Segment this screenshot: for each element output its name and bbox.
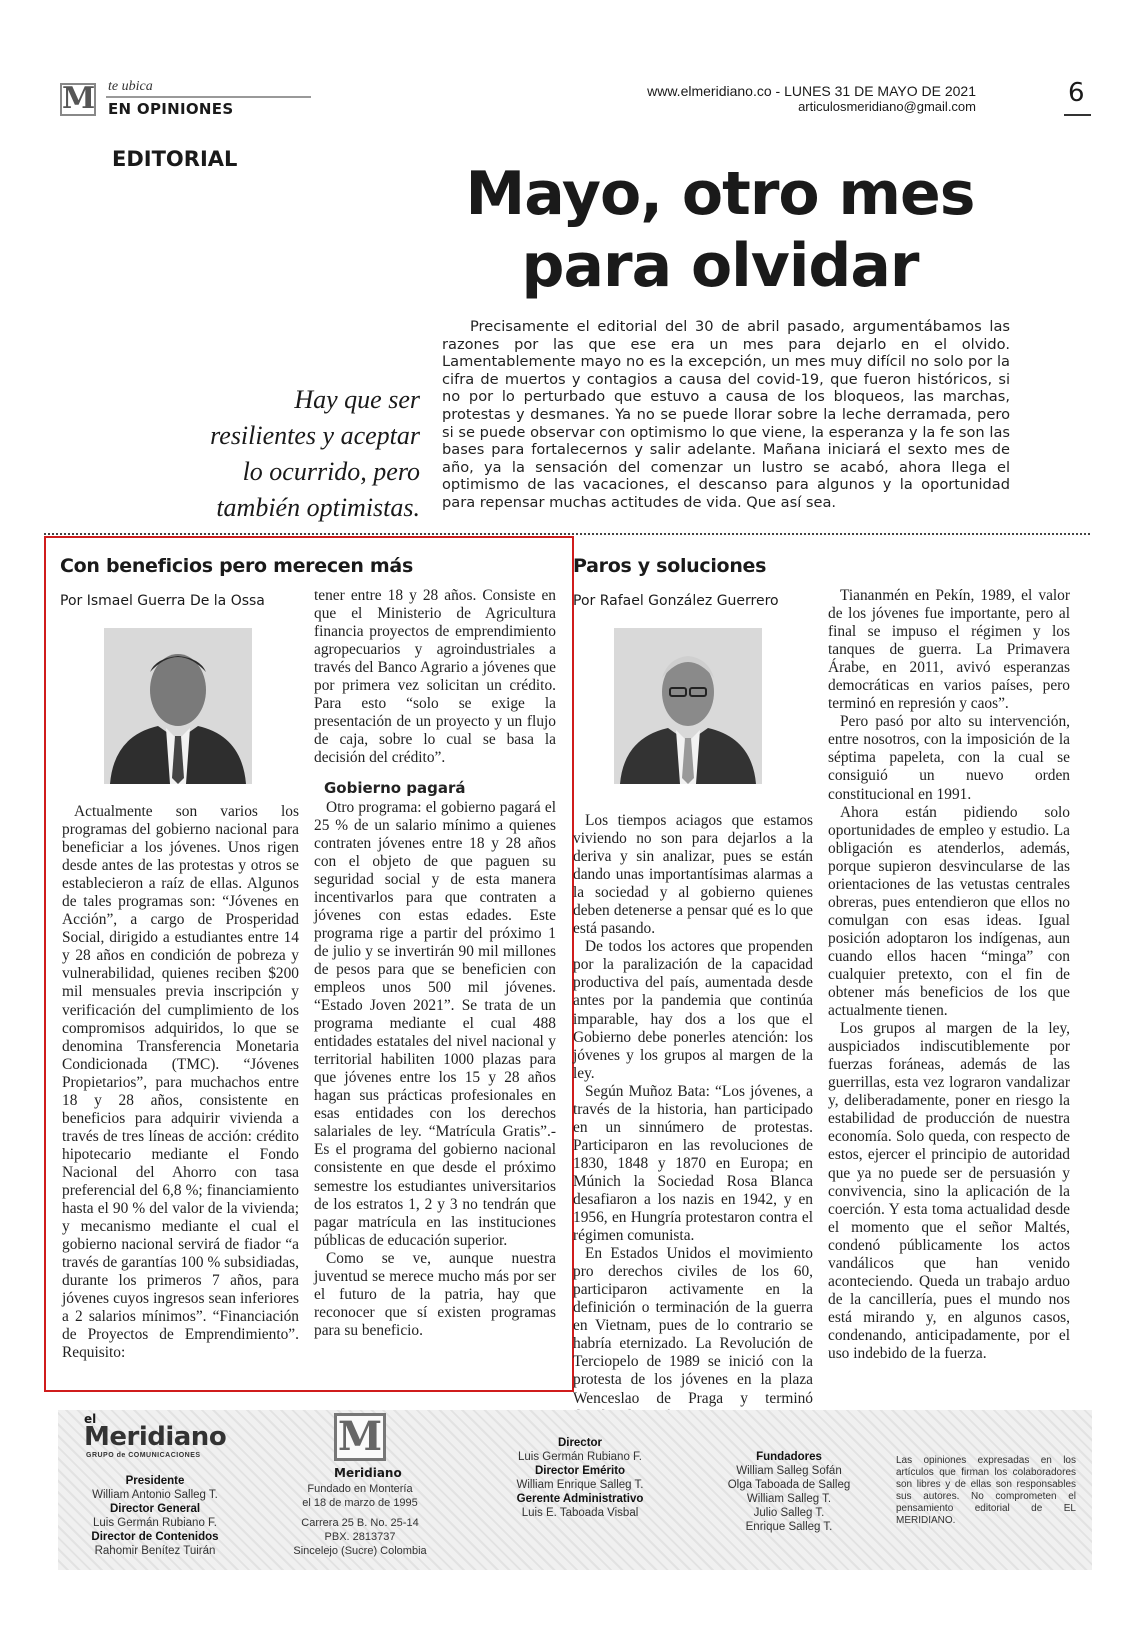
address-line: PBX. 2813737 [324, 1531, 396, 1543]
editorial-label: EDITORIAL [112, 147, 238, 171]
header-info [647, 83, 976, 115]
founder-name: Enrique Salleg T. [745, 1521, 833, 1533]
name-director-emerito: William Enrique Salleg T. [516, 1479, 644, 1491]
label-director-emerito: Director Emérito [534, 1465, 626, 1477]
editorial-body: Precisamente el editorial del 30 de abril pasado, argumentábamos las razones por las que ese era un mes para dejarlo en el olvido. Lamentablemente mayo no es la excepción, un mes muy difícil no solo por la cifra de muertos y contagios a causa del covid-19, que fueron históricos, si no por lo perturbado que estuvo a causa de los bloqueos, las marchas, protestas y desmanes. Ya no se puede llorar sobre la leche derramada, pero si se puede observar con optimismo lo que viene, la esperanza y la fe son las bases para fortalecernos y salir adelante. Mañana iniciará el sexto mes de año, ya la sensación del comenzar un lustro se acabó, ahora llega el optimismo de las vacaciones, el descanso para algunos y la oportunidad para repensar muchas actitudes de vida. Que así sea. [442, 318, 1010, 511]
footer-executives [60, 1474, 250, 1558]
paragraph: Actualmente son varios los programas del gobierno nacional para beneficiar a los jóvenes. Unos rigen desde antes de las protestas y otros se establecieron a raíz de ellas. Algunos de tales programas son: “Jóvenes en Acción”, a cargo de Prosperidad Social, dirigido a estudiantes entre 14 y 28 años en condición de pobreza y vulnerabilidad, quienes reciben $200 mil mensuales previa inscripción y verificación del cumplimiento de los compromisos adquiridos, lo que se denomina Transferencia Monetaria Condicionada (TMC). “Jóvenes Propietarios”, para muchachos entre 18 y 28 años, consistente en beneficios para adquirir vivienda a través de tres líneas de acción: crédito hipotecario mediante el Fondo Nacional del Ahorro con tasa preferencial del 6,8 %; financiamiento hasta el 90 % del valor de la vivienda; y mecanismo mediante el cual el gobierno nacional servirá de fiador “a través de garantías 100 % subsidiadas, durante los primeros 7 años, para jóvenes cuyos ingresos sean inferiores a 2 salarios mínimos”. “Financiación de Proyectos de Emprendimiento”. Requisito: [62, 803, 299, 1362]
founder-name: Olga Taboada de Salleg [727, 1479, 851, 1491]
name-presidente: William Antonio Salleg T. [92, 1489, 218, 1501]
article1-byline: Por Ismael Guerra De la Ossa [60, 593, 265, 609]
author-photo-gonzalez [614, 628, 762, 784]
pull-quote [180, 382, 420, 526]
paragraph: Pero pasó por alto su intervención, entre nosotros, con la imposición de la séptima papeleta, con la cual se consiguió un nuevo orden constitucional en 1991. [828, 713, 1070, 803]
article2-column-1 [573, 812, 813, 1426]
paragraph: Según Muñoz Bata: “Los jóvenes, a través de la historia, han participado en un sinnúmero de protestas. Participaron en las revoluciones de 1830, 1848 y 1870 en Europa; en Múnich la Sociedad Rosa Blanca desafiaron a los nazis en 1942, y en 1956, en Hungría protestaron contra el régimen comunista. [573, 1082, 813, 1245]
name-director: Luis Germán Rubiano F. [517, 1451, 642, 1463]
email-link[interactable]: articulosmeridiano@gmail.com [798, 99, 976, 114]
headline-line-2: para olvidar [521, 231, 919, 301]
label-presidente: Presidente [125, 1475, 185, 1487]
page-number: 6 [1068, 78, 1085, 108]
footer-brand-sub: GRUPO de COMUNICACIONES [86, 1452, 201, 1459]
paragraph: De todos los actores que propenden por la paralización de la capacidad productiva del país, aumentada desde antes por la pandemia que continúa imparable, hay dos a los que el Gobierno debe ponerles atención: los jóvenes y los grupos al margen de la ley. [573, 938, 813, 1082]
section-divider [44, 533, 1090, 535]
paragraph: Ahora están pidiendo solo oportunidades de empleo y estudio. La obligación es atenderlos, además, porque supieron desvincularse de las orientaciones de las vetustas centrales obreras, pues entendieron que ellos no comulgan con esas ideas. Igual posición adoptaron los indígenas, aun cuando ellos hacen “minga” con cualquier pretexto, con el fin de obtener más beneficios de los que actualmente tienen. [828, 803, 1070, 1020]
founder-name: William Salleg Sofán [736, 1465, 842, 1477]
address-line: Sincelejo (Sucre) Colombia [293, 1545, 427, 1557]
founder-name: William Salleg T. [746, 1493, 832, 1505]
article1-title: Con beneficios pero merecen más [60, 555, 413, 577]
footer-disclaimer: Las opiniones expresadas en los artículos que firman los colaboradores son libres y de ellas son responsables sus autores. No comprometen el pensamiento editorial de EL MERIDIANO. [896, 1455, 1076, 1526]
label-gerente: Gerente Administrativo [516, 1493, 644, 1505]
footer-center-brand: Meridiano [334, 1466, 402, 1480]
label-fundadores: Fundadores [756, 1451, 822, 1463]
portrait-icon [614, 628, 762, 784]
footer-founded [290, 1482, 430, 1558]
founded-line: el 18 de marzo de 1995 [302, 1497, 418, 1509]
author-photo-guerra [104, 628, 252, 784]
article2-byline: Por Rafael González Guerrero [573, 593, 779, 609]
article2-column-2 [828, 587, 1070, 1363]
pull-quote-line: Hay que ser [294, 385, 420, 414]
name-gerente: Luis E. Taboada Visbal [521, 1507, 639, 1519]
editorial-headline [440, 158, 1000, 302]
masthead-logo: M [62, 81, 96, 116]
article1-column-1 [62, 803, 299, 1362]
paragraph: Otro programa: el gobierno pagará el 25 % de un salario mínimo a quienes contraten jóvenes entre 18 y 28 años con el objeto de que paguen su seguridad social y de esta manera incentivarlos para que contraten a jóvenes con estas edades. Este programa rige a partir del próximo 1 de julio y se invertirán 90 mil millones de pesos para que se beneficien con empleos unos 500 mil jóvenes. “Estado Joven 2021”. Se trata de un programa mediante el cual 488 entidades estatales del nivel nacional y territorial habiliten 1000 plazas para que jóvenes entre los 15 y 28 años hagan sus prácticas profesionales en esas entidades con los derechos salariales de ley. “Matrícula Gratis”.- Es el programa del gobierno nacional consistente en que desde el próximo semestre los estudiantes universitarios de los estratos 1, 2 y 3 no tendrán que pagar matrícula en las instituciones públicas de educación superior. [314, 798, 556, 1249]
footer-logo-m: M [334, 1413, 386, 1461]
section-tagline: EN OPINIONES [108, 100, 234, 118]
footer-brand-small: el [84, 1412, 97, 1426]
founded-line: Fundado en Montería [307, 1483, 413, 1495]
pull-quote-line: también optimistas. [216, 493, 420, 522]
founder-name: Julio Salleg T. [753, 1507, 825, 1519]
name-director-general: Luis Germán Rubiano F. [92, 1517, 217, 1529]
footer-brand-name: Meridiano [84, 1422, 227, 1452]
name-director-contenidos: Rahomir Benítez Tuirán [94, 1545, 216, 1557]
article1-column-2 [314, 587, 556, 1340]
footer-founders [714, 1450, 864, 1534]
tagline-rule [106, 96, 311, 98]
label-director-general: Director General [109, 1503, 201, 1515]
paragraph: Los grupos al margen de la ley, auspiciados indiscutiblemente por fuerzas foráneas, además de las guerrillas, esta vez lograron vandalizar y, deliberadamente, poner en riesgo la estabilidad de producción de nuestra economía. Solo queda, con respecto de estos, ejercer el principio de autoridad que ya no puede ser de persuasión y convivencia, sino la aplicación de la coerción. Y esta toma actualidad desde el momento que el señor Maltés, condenó públicamente los actos vandálicos que han venido aconteciendo. Queda un trabajo arduo de la cancillería, pues el mundo nos está mirando y, en algunos casos, condenando, anticipadamente, por el uso indebido de la fuerza. [828, 1020, 1070, 1362]
label-director-contenidos: Director de Contenidos [91, 1531, 219, 1543]
article1-subhead: Gobierno pagará [324, 779, 466, 798]
date-line[interactable]: www.elmeridiano.co - LUNES 31 DE MAYO DE 2021 [647, 83, 976, 99]
paragraph: Tiananmén en Pekín, 1989, el valor de los jóvenes fue importante, pero al final se impuso el régimen y los tanques de guerra. La Primavera Árabe, en 2011, avivó esperanzas democráticas en varios países, pero terminó en represión y caos”. [828, 587, 1070, 713]
pull-quote-line: resilientes y aceptar [210, 421, 420, 450]
headline-line-1: Mayo, otro mes [465, 159, 975, 229]
footer-directors [500, 1436, 660, 1520]
pull-quote-line: lo ocurrido, pero [242, 457, 420, 486]
tagline-small: te ubica [108, 79, 153, 94]
paragraph: Los tiempos aciagos que estamos viviendo no son para dejarlos a la deriva y sin analizar, pues se están dando unas importantísimas alarmas a la sociedad y al gobierno quienes deben detenerse a pensar qué es lo que está pasando. [573, 812, 813, 938]
paragraph: tener entre 18 y 28 años. Consiste en que el Ministerio de Agricultura financia proyectos de emprendimiento agropecuarios y agroindustriales a través del Banco Agrario a jóvenes que por primera vez solicitan un crédito. Para esto “solo se exige la presentación de un proyecto y un flujo de caja, sobre lo cual se basa la decisión del crédito”. [314, 587, 556, 767]
paragraph: Como se ve, aunque nuestra juventud se merece mucho más por ser el futuro de la patria, hay que reconocer que sí existen programas para su beneficio. [314, 1249, 556, 1339]
address-line: Carrera 25 B. No. 25-14 [301, 1517, 419, 1529]
portrait-icon [104, 628, 252, 784]
article2-title: Paros y soluciones [573, 555, 767, 577]
page-number-rule [1064, 114, 1091, 116]
paragraph: En Estados Unidos el movimiento pro derechos civiles de los 60, participaron activamente en la definición o terminación de la guerra en Vietnam, pues de lo contrario se habría eternizado. La Revolución de Terciopelo de 1989 se inició con la protesta de los jóvenes en la plaza Wenceslao de Praga y terminó [573, 1245, 813, 1407]
label-director: Director [557, 1437, 603, 1449]
